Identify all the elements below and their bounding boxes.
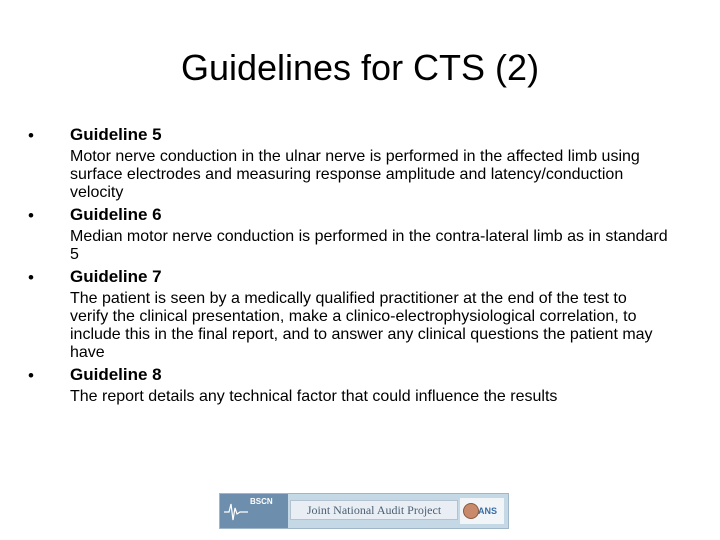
guideline-heading: Guideline 7 — [70, 267, 162, 286]
bullet-icon: • — [28, 268, 34, 287]
guideline-heading: Guideline 6 — [70, 205, 162, 224]
guideline-heading: Guideline 8 — [70, 365, 162, 384]
bscn-logo — [220, 494, 288, 528]
guideline-list — [28, 124, 668, 406]
ans-logo-text: ANS — [478, 506, 498, 516]
slide-title: Guidelines for CTS (2) — [180, 47, 540, 88]
guideline-text: Median motor nerve conduction is performed in the contra-lateral limb as in standard 5 — [70, 228, 668, 263]
banner-title: Joint National Audit Project — [290, 500, 458, 520]
bullet-icon: • — [28, 126, 34, 145]
list-item — [28, 204, 668, 264]
waveform-icon — [224, 498, 248, 524]
seal-icon — [463, 503, 479, 519]
bscn-logo-text: BSCN — [250, 497, 273, 506]
guideline-text: The patient is seen by a medically qualified practitioner at the end of the test to verify the clinical presentation, make a clinico-electrophysiological correlation, to include this in the final report, and to answer any clinical questions the patient may have — [70, 290, 653, 361]
bullet-icon: • — [28, 206, 34, 225]
guideline-text: Motor nerve conduction in the ulnar nerve is performed in the affected limb using surface electrodes and measuring response amplitude and latency/conduction velocity — [70, 148, 640, 201]
list-item — [28, 124, 668, 202]
list-item — [28, 266, 668, 362]
bullet-icon: • — [28, 366, 34, 385]
list-item — [28, 364, 668, 406]
ans-logo — [460, 498, 504, 524]
guideline-text: The report details any technical factor that could influence the results — [70, 388, 558, 405]
audit-project-banner — [219, 493, 509, 529]
guideline-heading: Guideline 5 — [70, 125, 162, 144]
